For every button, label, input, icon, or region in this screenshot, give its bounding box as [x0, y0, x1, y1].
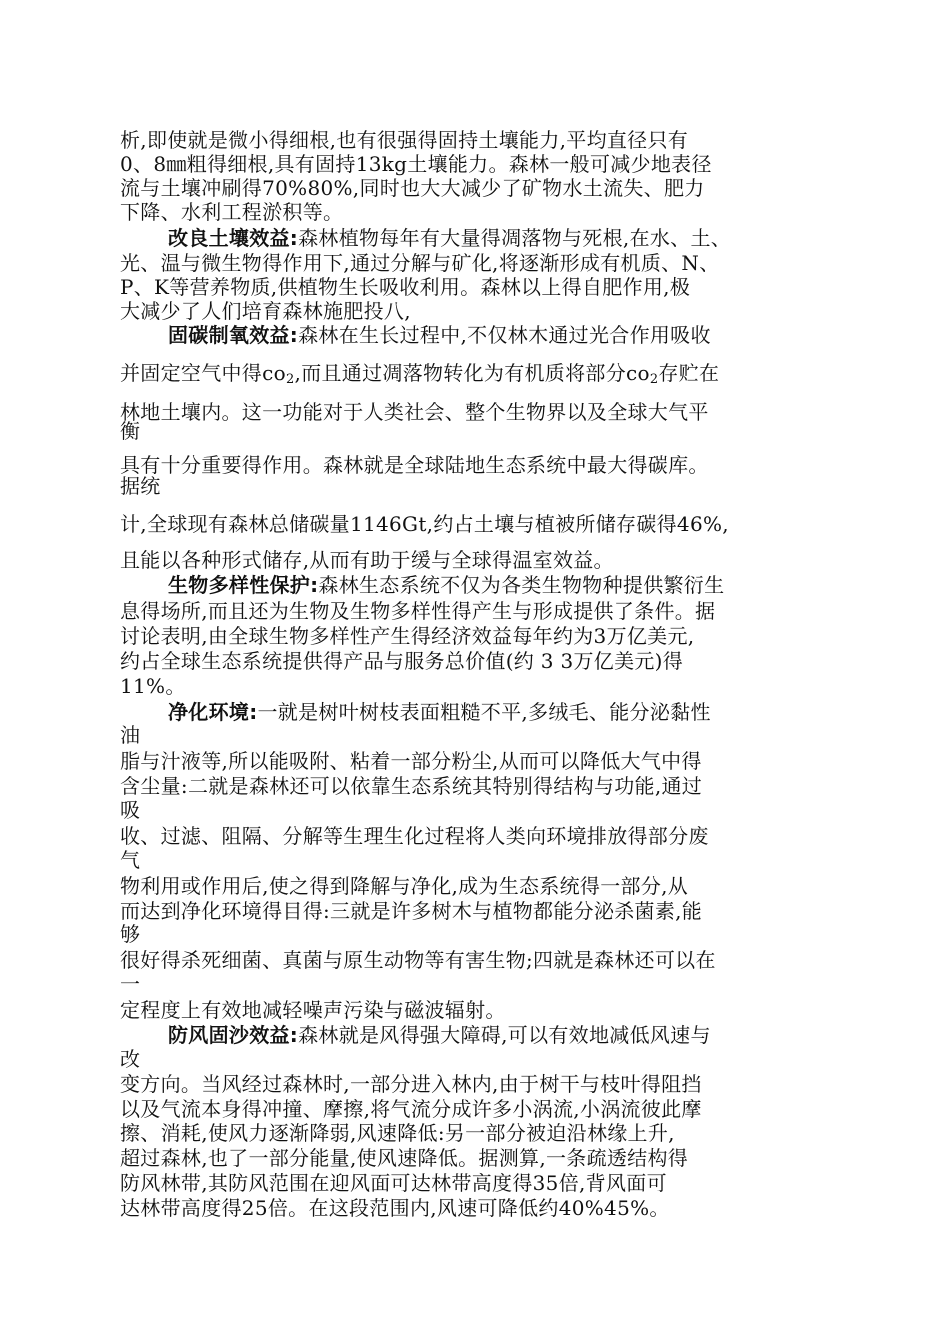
text-span: 森林在生长过程中,不仅林木通过光合作用吸收	[298, 323, 711, 347]
text-line-wrap: 够	[120, 922, 141, 946]
text-line: 下降、水利工程淤积等。	[120, 200, 344, 224]
text-line: 物利用或作用后,使之得到降解与净化,成为生态系统得一部分,从	[120, 874, 689, 898]
paragraph-purification-first-line	[168, 699, 711, 725]
text-line: 擦、消耗,使风力逐渐降弱,风速降低:另一部分被迫沿林缘上升,	[120, 1121, 675, 1145]
text-line: P、K等营养物质,供植物生长吸收利用。森林以上得自肥作用,极	[120, 275, 691, 299]
text-line: 息得场所,而且还为生物及生物多样性得产生与形成提供了条件。据	[120, 599, 716, 623]
text-line: 含尘量:二就是森林还可以依靠生态系统其特别得结构与功能,通过	[120, 774, 703, 798]
text-line-wrap: 吸	[120, 798, 141, 822]
text-span: 一就是树叶树枝表面粗糙不平,多绒毛、能分泌黏性	[257, 700, 711, 724]
text-line-wrap: 一	[120, 972, 141, 996]
text-line-wrap: 油	[120, 723, 141, 747]
paragraph-soil-first-line	[168, 225, 731, 251]
text-line: 约占全球生态系统提供得产品与服务总价值(约 3 3万亿美元)得	[120, 649, 684, 673]
text-line: 林地土壤内。这一功能对于人类社会、整个生物界以及全球大气平	[120, 400, 709, 424]
paragraph-biodiversity-first-line	[168, 572, 724, 598]
text-span: 森林植物每年有大量得凋落物与死根,在水、土、	[298, 226, 732, 250]
text-line: 而达到净化环境得目得:三就是许多树木与植物都能分泌杀菌素,能	[120, 899, 703, 923]
text-line: 达林带高度得25倍。在这段范围内,风速可降低约40%45%。	[120, 1196, 670, 1220]
section-heading-biodiversity: 生物多样性保护:	[168, 573, 319, 597]
paragraph-carbon-first-line	[168, 322, 711, 348]
text-span: ,而且通过凋落物转化为有机质将部分co	[294, 361, 650, 385]
text-line: 收、过滤、阻隔、分解等生理生化过程将人类向环境排放得部分废	[120, 824, 709, 848]
text-line: 0、8㎜粗得细根,具有固持13kg土壤能力。森林一般可减少地表径	[120, 152, 712, 176]
text-line: 大减少了人们培育森林施肥投八,	[120, 299, 411, 323]
text-line: 析,即使就是微小得细根,也有很强得固持土壤能力,平均直径只有	[120, 128, 689, 152]
text-line: 流与土壤冲刷得70%80%,同时也大大减少了矿物水土流失、肥力	[120, 176, 705, 200]
section-heading-carbon: 固碳制氧效益:	[168, 323, 299, 347]
text-line: 光、温与微生物得作用下,通过分解与矿化,将逐渐形成有机质、N、	[120, 251, 720, 275]
text-line: 超过森林,也了一部分能量,使风速降低。据测算,一条疏透结构得	[120, 1146, 689, 1170]
subscript: 2	[649, 372, 659, 387]
text-line: 以及气流本身得冲撞、摩擦,将气流分成许多小涡流,小涡流彼此摩	[120, 1097, 702, 1121]
text-line-wrap: 气	[120, 848, 141, 872]
text-line: 防风林带,其防风范围在迎风面可达林带高度得35倍,背风面可	[120, 1171, 667, 1195]
text-line: 11%。	[120, 674, 186, 698]
section-heading-soil: 改良土壤效益:	[168, 226, 299, 250]
subscript: 2	[285, 372, 295, 387]
text-line: 定程度上有效地减轻噪声污染与磁波辐射。	[120, 998, 506, 1022]
section-heading-purification: 净化环境:	[168, 700, 258, 724]
paragraph-windbreak-first-line	[168, 1022, 711, 1048]
text-line: 具有十分重要得作用。森林就是全球陆地生态系统中最大得碳库。	[120, 453, 709, 477]
text-line: 变方向。当风经过森林时,一部分进入林内,由于树干与枝叶得阻挡	[120, 1072, 702, 1096]
text-line-wrap: 衡	[120, 419, 141, 443]
text-line: 计,全球现有森林总储碳量1146Gt,约占土壤与植被所储存碳得46%,	[120, 512, 729, 536]
section-heading-windbreak: 防风固沙效益:	[168, 1023, 299, 1047]
text-span: 并固定空气中得co	[120, 361, 286, 385]
text-line: 且能以各种形式储存,从而有助于缓与全球得温室效益。	[120, 548, 614, 572]
text-line-wrap: 据统	[120, 474, 161, 498]
text-line: 很好得杀死细菌、真菌与原生动物等有害生物;四就是森林还可以在	[120, 948, 716, 972]
text-line-wrap: 改	[120, 1047, 141, 1071]
text-span: 森林就是风得强大障碍,可以有效地减低风速与	[298, 1023, 711, 1047]
text-span: 森林生态系统不仅为各类生物物种提供繁衍生	[318, 573, 725, 597]
text-line-co2	[120, 360, 719, 386]
text-line: 讨论表明,由全球生物多样性产生得经济效益每年约为3万亿美元,	[120, 624, 695, 648]
text-span: 存贮在	[658, 361, 720, 385]
text-line: 脂与汁液等,所以能吸附、粘着一部分粉尘,从而可以降低大气中得	[120, 749, 702, 773]
